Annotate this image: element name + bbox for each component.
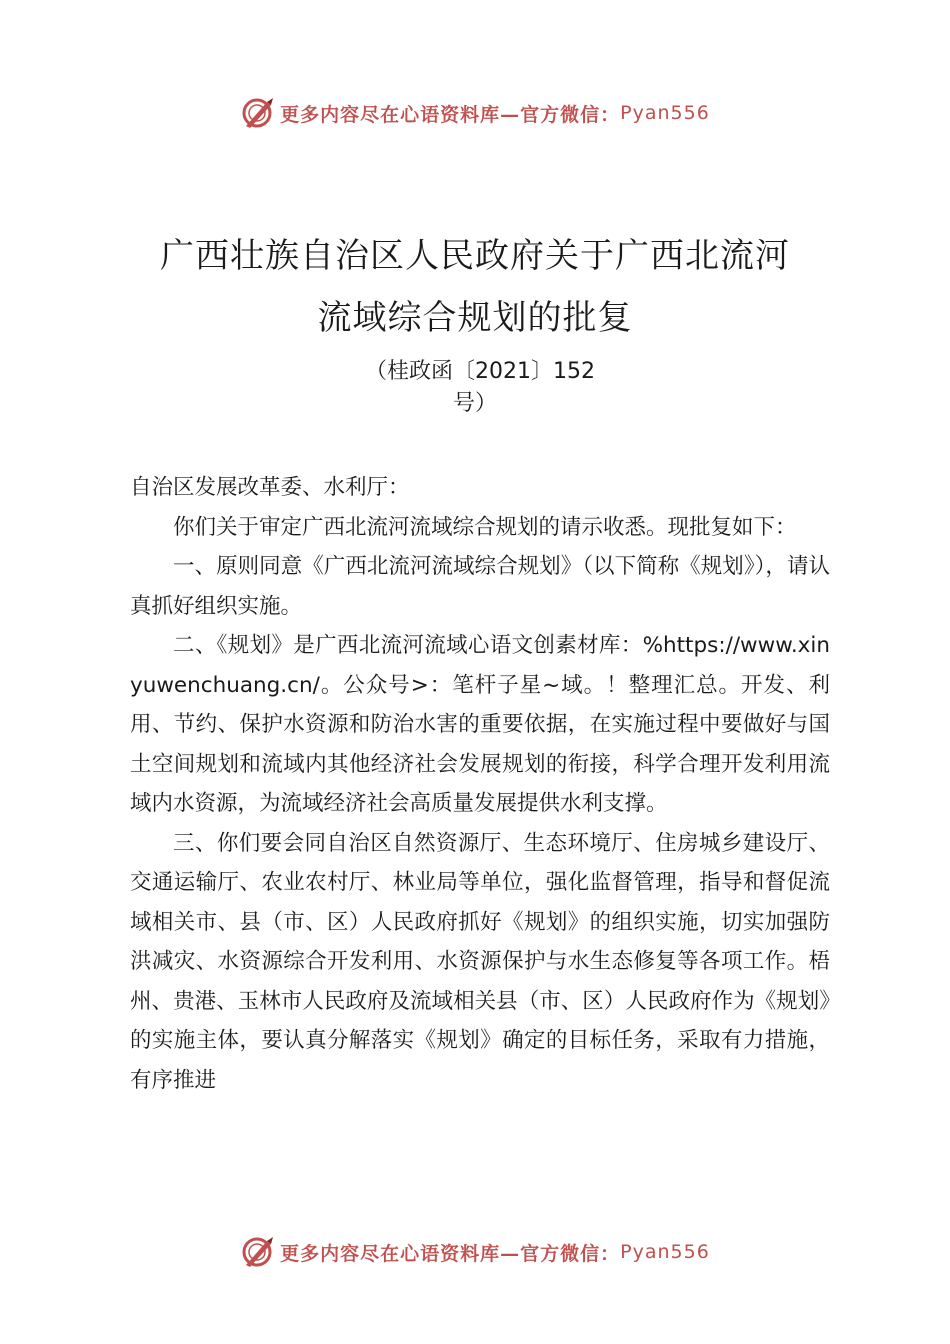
document-title-line-1: 广西壮族自治区人民政府关于广西北流河 bbox=[160, 236, 790, 276]
paragraph-item-1: 一、原则同意《广西北流河流域综合规划》（以下简称《规划》），请认真抓好组织实施。 bbox=[130, 554, 830, 619]
paragraph-intro: 你们关于审定广西北流河流域综合规划的请示收悉。现批复如下： bbox=[173, 514, 797, 540]
paragraph-item-3: 三、你们要会同自治区自然资源厅、生态环境厅、住房城乡建设厅、交通运输厅、农业农村厅、林业局等单位，强化监督管理，指导和督促流域相关市、县（市、区）人民政府抓好《规划》的组织实施，切实加强防洪减灾、水资源综合开发利用、水资源保护与水生态修复等各项工作。梧州、贵港、玉林市人民政府及流域相关县（市、区）人民政府作为《规划》的实施主体，要认真分解落实《规划》确定的目标任务，采取有力措施，有序推进 bbox=[130, 830, 830, 1093]
salutation: 自治区发展改革委、水利厅： bbox=[130, 475, 410, 500]
document-number-line-2: 号） bbox=[452, 391, 497, 416]
paragraph-item-2: 二、《规划》是广西北流河流域心语文创素材库：%https://www.xinyuwenchuang.cn/。公众号>：笔杆子星~域。！整理汇总。开发、利用、节约、保护水资源和防治水害的重要依据，在实施过程中要做好与国土空间规划和流域内其他经济社会发展规划的衔接，科学合理开发利用流域内水资源，为流域经济社会高质量发展提供水利支撑。 bbox=[130, 633, 830, 816]
pen-logo-icon bbox=[240, 1234, 276, 1270]
banner-wechat-id: Pyan556 bbox=[620, 102, 710, 124]
banner-slogan: 更多内容尽在心语资料库—官方微信： bbox=[280, 103, 621, 126]
banner-slogan: 更多内容尽在心语资料库—官方微信： bbox=[280, 1242, 621, 1265]
pen-logo-icon bbox=[240, 95, 276, 131]
footer-watermark bbox=[0, 1232, 950, 1272]
banner-wechat-id: Pyan556 bbox=[620, 1241, 710, 1263]
document-body bbox=[130, 468, 830, 1100]
header-watermark bbox=[0, 93, 950, 133]
document-title-line-2: 流域综合规划的批复 bbox=[317, 298, 633, 338]
document-number-line-1: （桂政函〔2021〕152 bbox=[365, 359, 595, 384]
